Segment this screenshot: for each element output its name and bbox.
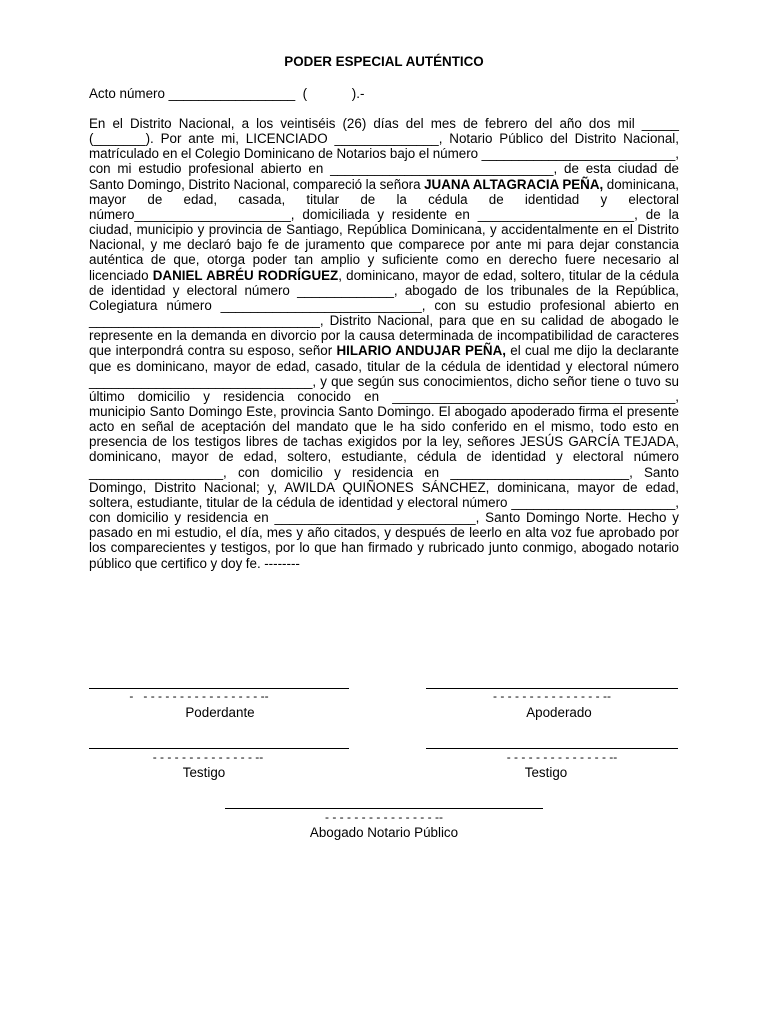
testigo-2-label: Testigo — [524, 765, 568, 780]
document-body — [89, 116, 679, 571]
document-title: PODER ESPECIAL AUTÉNTICO — [284, 54, 484, 69]
apoderado-label: Apoderado — [526, 705, 592, 720]
body-segment-bold: DANIEL ABRÉU RODRÍGUEZ — [152, 267, 339, 283]
body-segment: , dominicano, mayor de edad, soltero, titular de la cédula de identidad y electoral número _____________, abogado de los tribunales de la República, Colegiatura número ___________________________, con su estudio profesional abierto en _______________________________, Distrito Nacional, para que en su calidad de abogado le represente en la demanda en divorcio por la causa determinada de incompatibilidad de caracteres que interpondrá contra su esposo, señor — [89, 267, 679, 359]
testigo-2-dashes: - - - - - - - - - - - - - - -- — [506, 750, 618, 764]
testigo-1-signature-line — [89, 748, 349, 749]
testigo-2-signature-line — [426, 748, 678, 749]
poderdante-dashes: - - - - - - - - - - - - - - - - - -- — [129, 689, 269, 703]
body-segment-bold: JUANA ALTAGRACIA PEÑA, — [424, 176, 604, 192]
body-segment: dominicana, mayor de edad, casada, titular de la cédula de identidad y electoral número_____________________, domiciliada y residente en _____________________, de la ciudad, municipio y provincia de Santiago, República Dominicana, y accidentalmente en el Distrito Nacional, y me declaró bajo fe de juramento que comparece por ante mi para dejar constancia auténtica de que, otorga poder tan amplio y suficiente como en derecho fuere necesario al licenciado — [89, 176, 679, 283]
testigo-1-dashes: - - - - - - - - - - - - - - -- — [152, 750, 264, 764]
body-segment: En el Distrito Nacional, a los veintiséis (26) días del mes de febrero del año dos mil _____ (_______). Por ante mi, LICENCIADO ______________, Notario Público del Distrito Nacional, matrículado en el Colegio Dominicano de Notarios bajo el número __________________________, con mi estudio profesional abierto en ______________________________, de esta ciudad de Santo Domingo, Distrito Nacional, compareció la señora — [89, 116, 679, 192]
notario-label: Abogado Notario Público — [309, 825, 459, 840]
body-segment: el cual me dijo la declarante que es dominicano, mayor de edad, casado, titular de la cédula de identidad y electoral número ______________________________, y que según sus conocimientos, dicho señor tiene o tuvo su último domicilio y residencia conocido en ______________________________________, municipio Santo Domingo Este, provincia Santo Domingo. El abogado apoderado firma el presente acto en señal de aceptación del mandato que le ha sido conferido en el mismo, todo esto en presencia de los testigos libres de tachas exigidos por la ley, señores JESÚS GARCÍA TEJADA, dominicano, mayor de edad, soltero, estudiante, cédula de identidad y electoral número __________________, con domicilio y residencia en ________________________, Santo Domingo, Distrito Nacional; y, AWILDA QUIÑONES SÁNCHEZ, dominicana, mayor de edad, soltera, estudiante, titular de la cédula de identidad y electoral número ______________________, con domicilio y residencia en ___________________________, Santo Domingo Norte. Hecho y pasado en mi estudio, el día, mes y año citados, y después de leerlo en alta voz fue aprobado por los comparecientes y testigos, por lo que han firmado y rubricado junto conmigo, abogado notario público que certifico y doy fe. -------- — [89, 343, 680, 571]
poderdante-label: Poderdante — [185, 705, 255, 720]
acto-number-line: Acto número _________________ ( ).- — [89, 86, 365, 101]
body-segment-bold: HILARIO ANDUJAR PEÑA, — [336, 343, 506, 359]
notario-dashes: - - - - - - - - - - - - - - - -- — [325, 810, 443, 824]
apoderado-dashes: - - - - - - - - - - - - - - - -- — [493, 689, 611, 703]
testigo-1-label: Testigo — [182, 765, 226, 780]
notario-signature-line — [225, 808, 543, 809]
